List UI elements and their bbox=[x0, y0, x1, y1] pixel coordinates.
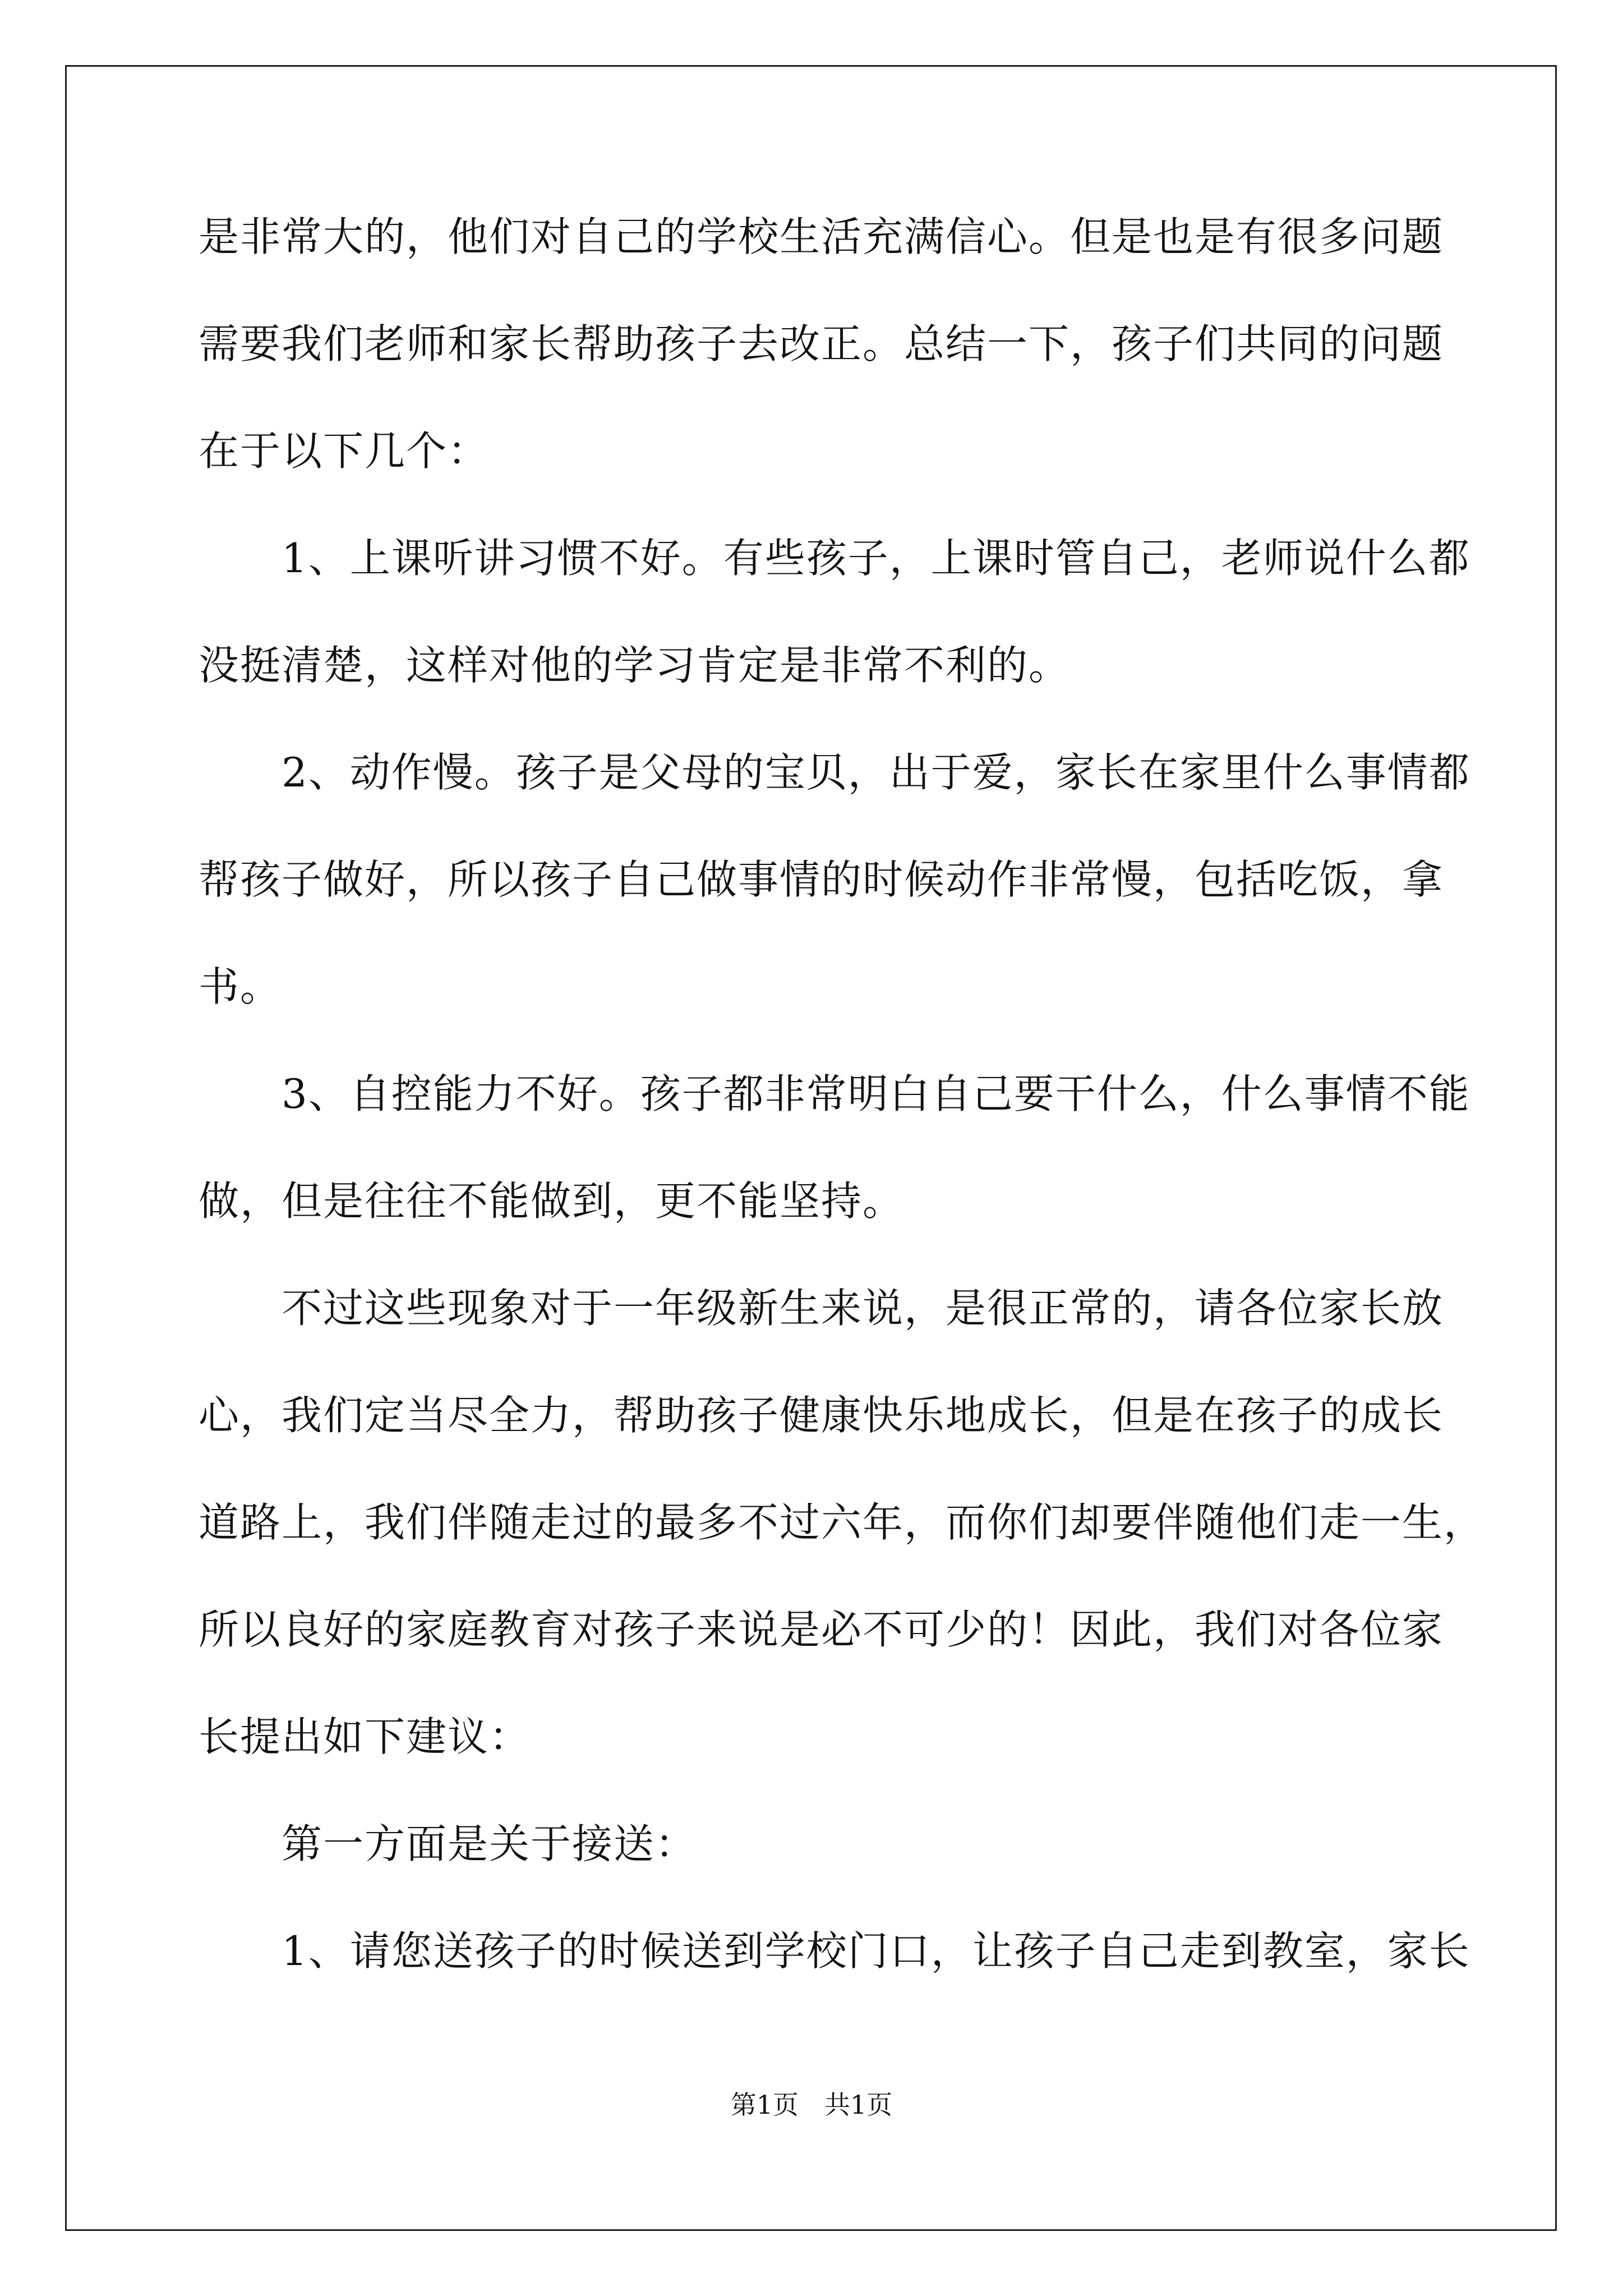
page-number-current: 第1页 bbox=[730, 2090, 799, 2120]
text-line: 需要我们老师和家长帮助孩子去改正。总结一下，孩子们共同的问题 bbox=[199, 320, 1444, 367]
page-number-total: 共1页 bbox=[824, 2090, 893, 2120]
text-line: 长提出如下建议： bbox=[199, 1713, 531, 1760]
text-line: 3、自控能力不好。孩子都非常明白自己要干什么，什么事情不能 bbox=[282, 1070, 1470, 1117]
text-line: 没挺清楚，这样对他的学习肯定是非常不利的。 bbox=[199, 642, 1071, 689]
text-line: 所以良好的家庭教育对孩子来说是必不可少的！因此，我们对各位家 bbox=[199, 1606, 1444, 1653]
text-line: 书。 bbox=[199, 963, 282, 1010]
text-line: 心，我们定当尽全力，帮助孩子健康快乐地成长，但是在孩子的成长 bbox=[199, 1392, 1444, 1439]
page-footer bbox=[0, 2088, 1623, 2122]
text-line: 在于以下几个： bbox=[199, 427, 490, 475]
text-line: 是非常大的，他们对自己的学校生活充满信心。但是也是有很多问题 bbox=[199, 213, 1444, 260]
text-line: 道路上，我们伴随走过的最多不过六年，而你们却要伴随他们走一生， bbox=[199, 1499, 1486, 1546]
text-line: 1、请您送孩子的时候送到学校门口，让孩子自己走到教室，家长 bbox=[282, 1927, 1470, 1975]
text-line: 帮孩子做好，所以孩子自己做事情的时候动作非常慢，包括吃饭，拿 bbox=[199, 856, 1444, 903]
text-line: 1、上课听讲习惯不好。有些孩子，上课时管自己，老师说什么都 bbox=[282, 535, 1470, 582]
page-border bbox=[65, 65, 1557, 2231]
text-line: 不过这些现象对于一年级新生来说，是很正常的，请各位家长放 bbox=[282, 1285, 1444, 1332]
text-line: 2、动作慢。孩子是父母的宝贝，出于爱，家长在家里什么事情都 bbox=[282, 749, 1470, 796]
text-line: 第一方面是关于接送： bbox=[282, 1820, 697, 1867]
text-line: 做，但是往往不能做到，更不能坚持。 bbox=[199, 1177, 905, 1225]
